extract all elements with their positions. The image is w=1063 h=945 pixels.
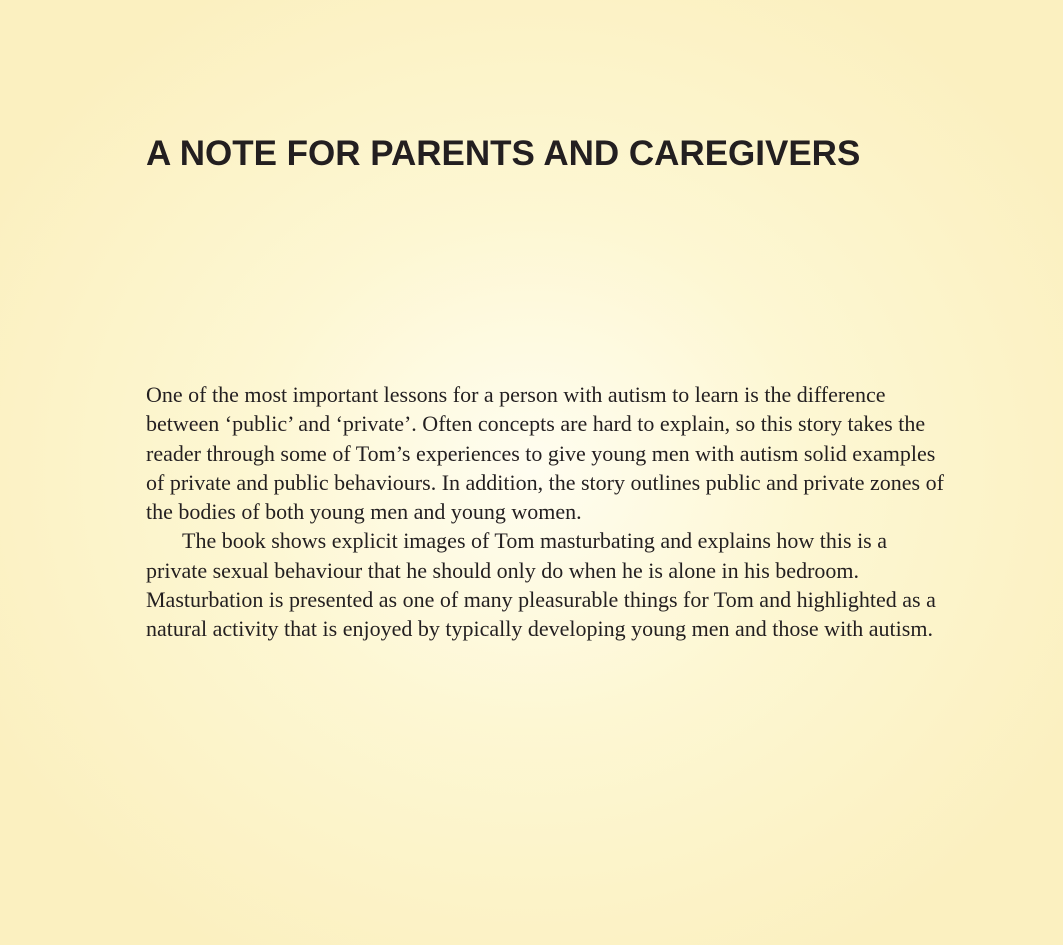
paragraph-explicit-content: The book shows explicit images of Tom masturbating and explains how this is a private sexual behaviour that he should only do when he is alone in his bedroom. Masturbation is presented as one of many pleasurable things for Tom and highlighted as a natural activity that is enjoyed by typically developing young men and those with autism.: [146, 528, 936, 642]
body-text: [146, 380, 946, 644]
paragraph-intro: One of the most important lessons for a person with autism to learn is the difference between ‘public’ and ‘private’. Often concepts are hard to explain, so this story takes the reader through some of Tom’s experiences to give young men with autism solid examples of private and public behaviours. In addition, the story outlines public and private zones of the bodies of both young men and young women.: [146, 382, 944, 525]
page-title: A NOTE FOR PARENTS AND CAREGIVERS: [146, 134, 861, 173]
